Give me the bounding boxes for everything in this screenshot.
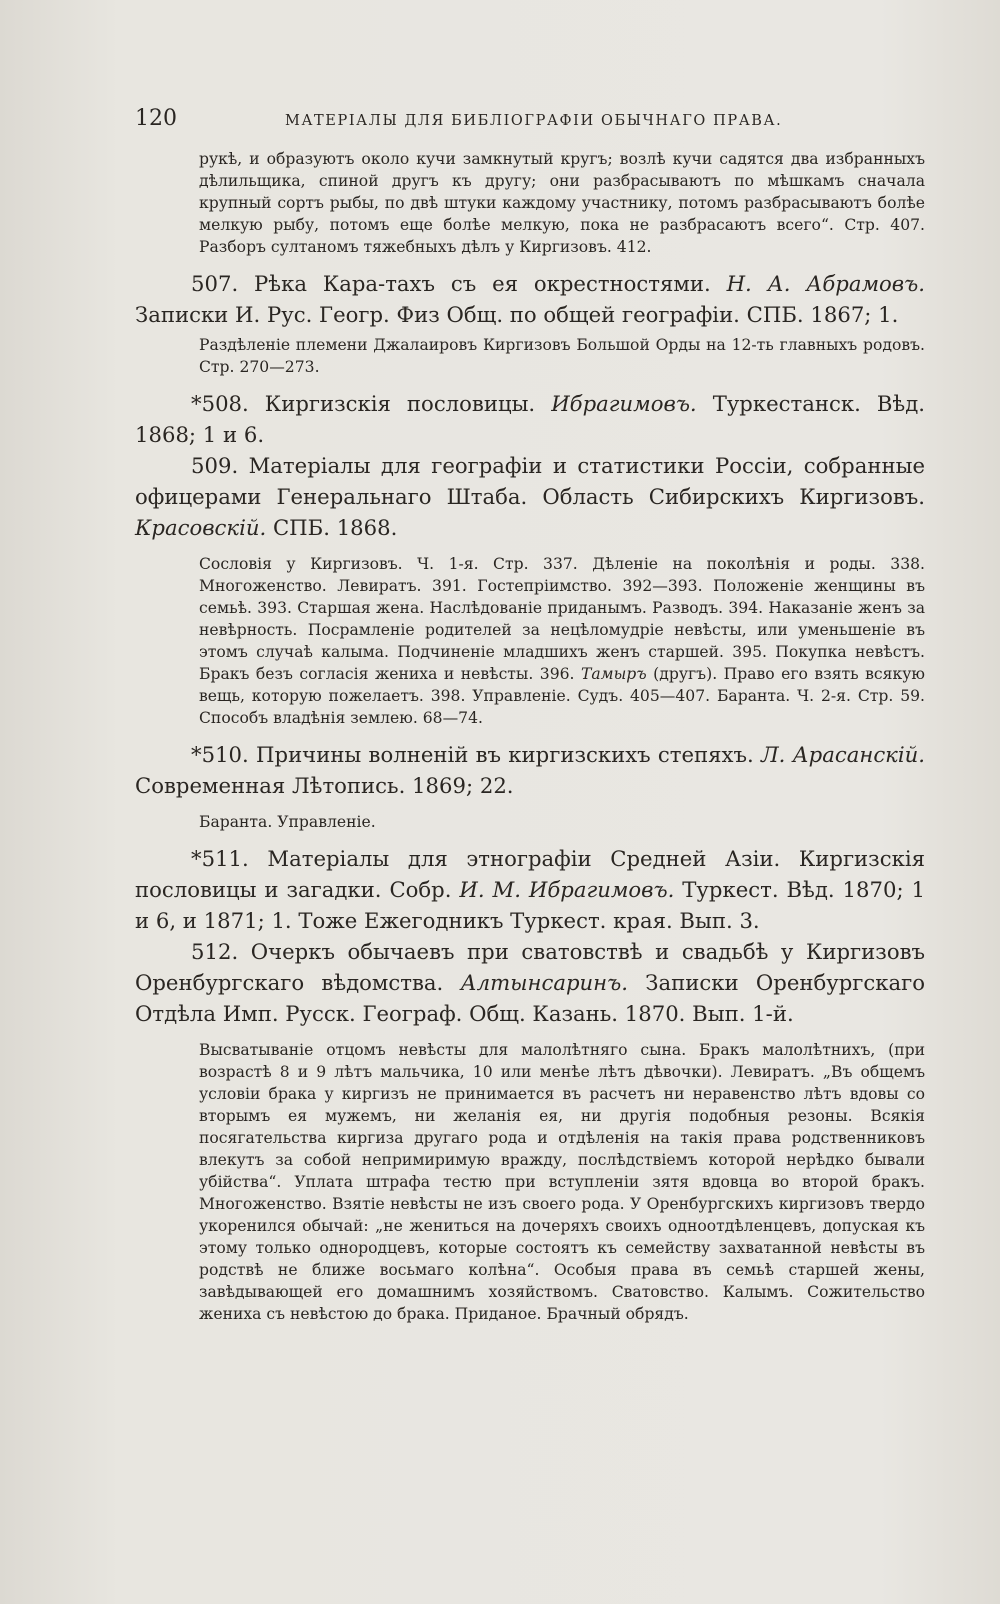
- entry-510-annotation: Баранта. Управленіе.: [199, 813, 376, 831]
- entry-511-title-a: *511. Матеріалы для этнографіи Средней Азіи. Киргизскія пословицы и загадки. Собр.: [135, 846, 925, 902]
- entry-511-author: И. М. Ибрагимовъ.: [459, 877, 675, 902]
- entry-509-annotation-b: (другъ). Право его взять всякую вещь, которую пожелаетъ. 398. Управленіе. Судъ. 405—407. Баранта. Ч. 2-я. Стр. 59. Способъ владѣнія землею. 68—74.: [199, 665, 925, 727]
- entry-510: [135, 739, 925, 833]
- entry-512-author: Алтынсаринъ.: [460, 970, 628, 995]
- entry-512: [135, 936, 925, 1325]
- page-content: [135, 148, 925, 1325]
- entry-512-annotation: Высватываніе отцомъ невѣсты для малолѣтняго сына. Бракъ малолѣтнихъ, (при возрастѣ 8 и 9 лѣтъ мальчика, 10 или менѣе лѣтъ дѣвочки). Левиратъ. „Въ общемъ условіи брака у киргизъ не принимается въ расчетъ ни неравенство лѣтъ вдовы со вторымъ ея мужемъ, ни желанія ея, ни другія подобныя резоны. Всякія посягательства киргиза другаго рода и отдѣленія на такія права родственниковъ влекутъ за собой непримиримую вражду, послѣдствіемъ которой нерѣдко бывали убійства“. Уплата штрафа тестю при вступленіи зятя вдовца во второй бракъ. Многоженство. Взятіе невѣсты не изъ своего рода. У Оренбургскихъ киргизовъ твердо укоренился обычай: „не жениться на дочеряхъ своихъ одноотдѣленцевъ, допуская къ этому только однородцевъ, которые состоятъ къ семейству захватанной невѣсты въ родствѣ не ближе восьмаго колѣна“. Особыя права въ семьѣ старшей жены, завѣдывающей его домашнимъ хозяйствомъ. Сватовство. Калымъ. Сожительство жениха съ невѣстою до брака. Приданое. Брачный обрядъ.: [199, 1041, 925, 1323]
- entry-509-title-b: СПБ. 1868.: [266, 515, 398, 540]
- entry-510-title: [135, 739, 925, 801]
- entry-511: [135, 843, 925, 936]
- entry-509-annotation-term: Тамыръ: [580, 665, 647, 683]
- entry-512-title-b: Записки Оренбургскаго Отдѣла Имп. Русск. Географ. Общ. Казань. 1870. Вып. 1-й.: [135, 970, 925, 1026]
- entry-507: [135, 268, 925, 378]
- entry-512-title-a: 512. Очеркъ обычаевъ при сватовствѣ и свадьбѣ у Киргизовъ Оренбургскаго вѣдомства.: [135, 939, 925, 995]
- entry-508-title: [135, 388, 925, 450]
- entry-509-title-a: 509. Матеріалы для географіи и статистики Россіи, собранные офицерами Генеральнаго Штаба. Область Сибирскихъ Киргизовъ.: [135, 453, 925, 509]
- entry-507-author: Н. А. Абрамовъ.: [726, 271, 925, 296]
- page-header: [135, 106, 925, 131]
- entry-509: [135, 450, 925, 729]
- entry-507-annotation: Раздѣленіе племени Джалаировъ Киргизовъ Большой Орды на 12-ть главныхъ родовъ. Стр. 270—273.: [199, 336, 925, 376]
- entry-511-title-b: Туркест. Вѣд. 1870; 1 и 6, и 1871; 1. Тоже Ежегодникъ Туркест. края. Вып. 3.: [135, 877, 925, 933]
- entry-509-annotation: [135, 553, 925, 729]
- entry-510-title-b: Современная Лѣтопись. 1869; 22.: [135, 773, 514, 798]
- entry-511-title: [135, 843, 925, 936]
- entry-510-title-a: *510. Причины волненій въ киргизскихъ степяхъ.: [191, 742, 761, 767]
- entry-508-title-b: Туркестанск. Вѣд. 1868; 1 и 6.: [135, 391, 925, 447]
- entry-512-title: [135, 936, 925, 1029]
- running-title: МАТЕРІАЛЫ ДЛЯ БИБЛІОГРАФІИ ОБЫЧНАГО ПРАВА.: [285, 113, 783, 129]
- entry-508-author: Ибрагимовъ.: [551, 391, 697, 416]
- entry-507-title: [135, 268, 925, 330]
- entry-508-title-a: *508. Киргизскія пословицы.: [191, 391, 552, 416]
- entry-509-annotation-a: Сословія у Киргизовъ. Ч. 1-я. Стр. 337. Дѣленіе на поколѣнія и роды. 338. Многоженство. Левиратъ. 391. Гостепріимство. 392—393. Положеніе женщины въ семьѣ. 393. Старшая жена. Наслѣдованіе приданымъ. Разводъ. 394. Наказаніе женъ за невѣрность. Посрамленіе родителей за нецѣломудріе невѣсты, или уменьшеніе въ этомъ случаѣ калыма. Подчиненіе младшихъ женъ старшей. 395. Покупка невѣстъ. Бракъ безъ согласія жениха и невѣсты. 396.: [199, 555, 925, 683]
- entry-507-title-b: Записки И. Рус. Геогр. Физ Общ. по общей географіи. СПБ. 1867; 1.: [135, 302, 899, 327]
- entry-510-author: Л. Арасанскій.: [760, 742, 925, 767]
- page-number: 120: [135, 106, 177, 131]
- entry-509-author: Красовскій.: [135, 515, 267, 540]
- entry-509-title: [135, 450, 925, 543]
- entry-507-title-a: 507. Рѣка Кара-тахъ съ ея окрестностями.: [191, 271, 727, 296]
- entry-508: [135, 388, 925, 450]
- continuation-text: рукѣ, и образуютъ около кучи замкнутый кругъ; возлѣ кучи садятся два избранныхъ дѣлильщика, спиной другъ къ другу; они разбрасываютъ по мѣшкамъ сначала крупный сортъ рыбы, по двѣ штуки каждому участнику, потомъ разбрасываютъ болѣе мелкую рыбу, потомъ еще болѣе мелкую, пока не разбрасаютъ всего“. Стр. 407. Разборъ султаномъ тяжебныхъ дѣлъ у Киргизовъ. 412.: [199, 150, 925, 256]
